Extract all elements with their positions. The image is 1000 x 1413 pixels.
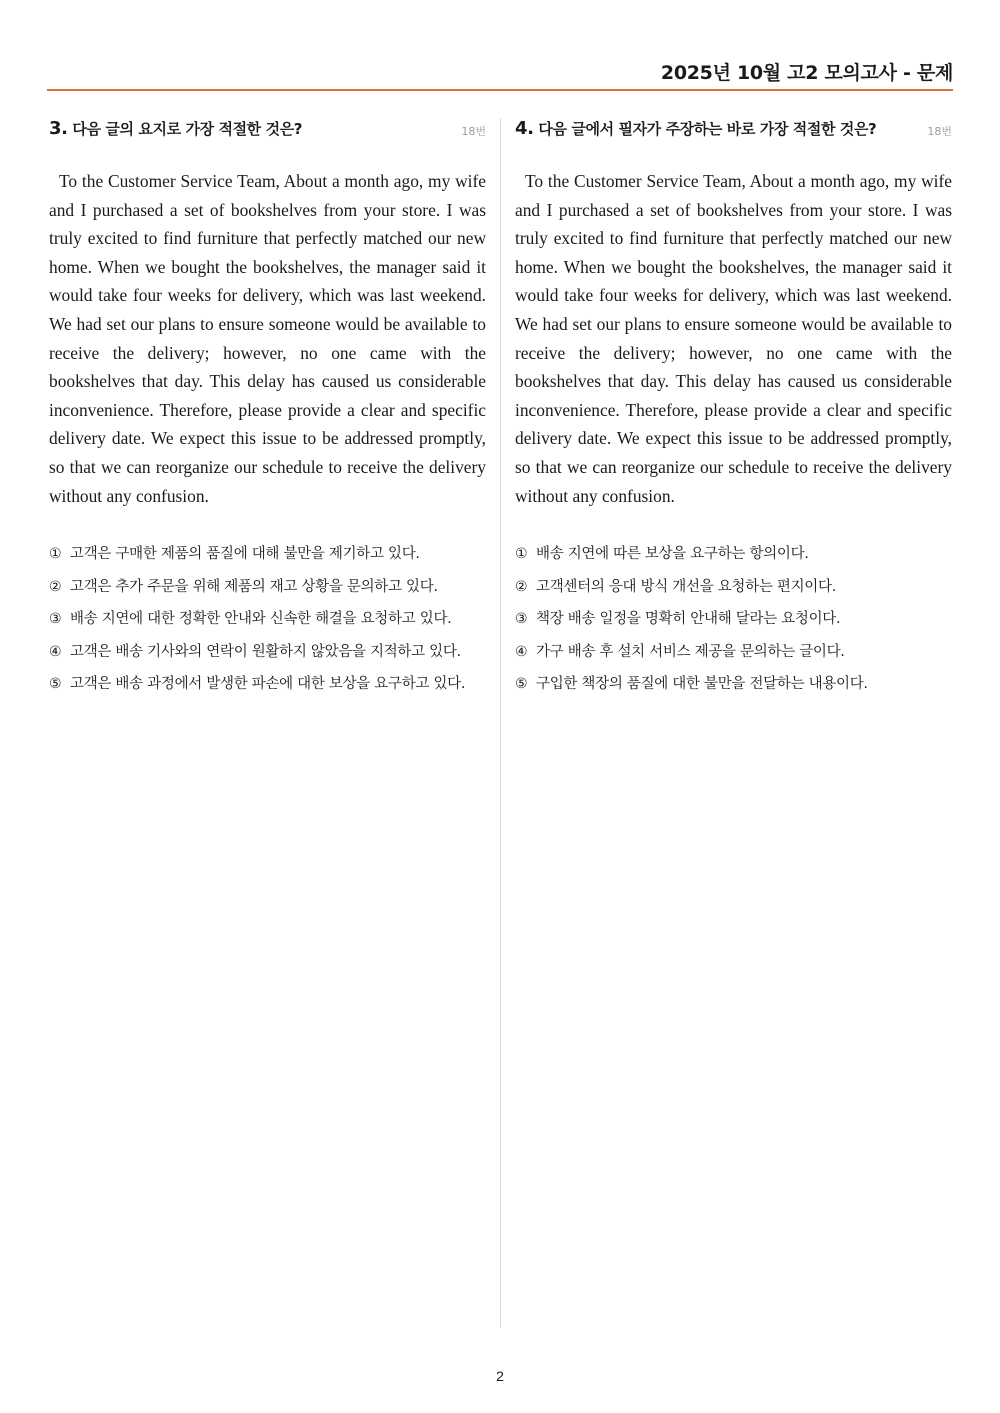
answer-option[interactable] bbox=[49, 603, 486, 636]
option-text: 고객은 추가 주문을 위해 제품의 재고 상황을 문의하고 있다. bbox=[70, 578, 438, 595]
option-text: 구입한 책장의 품질에 대한 불만을 전달하는 내용이다. bbox=[536, 676, 868, 693]
answer-option[interactable] bbox=[515, 571, 952, 604]
page-header-title: 2025년 10월 고2 모의고사 - 문제 bbox=[660, 62, 953, 84]
question-score: 18번 bbox=[927, 125, 952, 138]
question-title bbox=[49, 118, 302, 139]
answer-option[interactable] bbox=[515, 603, 952, 636]
question-prompt: 다음 글의 요지로 가장 적절한 것은? bbox=[72, 120, 303, 138]
question-passage: To the Customer Service Team, About a month ago, my wife and I purchased a set of bookshelves from your store. I was truly excited to find furniture that perfectly matched our new home. When we bought the bookshelves, the manager said it would take four weeks for delivery, which was last weekend. We had set our plans to ensure someone would be available to receive the delivery; however, no one came with the bookshelves that day. This delay has caused us considerable inconvenience. Therefore, please provide a clear and specific delivery date. We expect this issue to be addressed promptly, so that we can reorganize our schedule to receive the delivery without any confusion. bbox=[49, 171, 486, 506]
answer-option[interactable] bbox=[515, 636, 952, 669]
question-prompt: 다음 글에서 필자가 주장하는 바로 가장 적절한 것은? bbox=[538, 120, 877, 138]
question-number: 4. bbox=[515, 118, 534, 139]
option-mark: ① bbox=[515, 546, 528, 563]
option-mark: ② bbox=[515, 578, 528, 595]
option-mark: ② bbox=[49, 578, 62, 595]
column-divider bbox=[500, 118, 501, 1328]
question-header bbox=[515, 118, 952, 148]
option-mark: ⑤ bbox=[49, 676, 62, 693]
question-3 bbox=[49, 118, 486, 701]
option-text: 책장 배송 일정을 명확히 안내해 달라는 요청이다. bbox=[536, 611, 841, 628]
option-text: 고객은 배송 과정에서 발생한 파손에 대한 보상을 요구하고 있다. bbox=[70, 676, 466, 693]
question-4 bbox=[515, 118, 952, 701]
question-score: 18번 bbox=[461, 125, 486, 138]
answer-option[interactable] bbox=[49, 538, 486, 571]
answer-option[interactable] bbox=[49, 636, 486, 669]
answer-option[interactable] bbox=[515, 668, 952, 701]
option-mark: ③ bbox=[515, 611, 528, 628]
option-text: 배송 지연에 따른 보상을 요구하는 항의이다. bbox=[536, 546, 809, 563]
answer-options bbox=[49, 538, 486, 701]
option-mark: ③ bbox=[49, 611, 62, 628]
option-text: 고객센터의 응대 방식 개선을 요청하는 편지이다. bbox=[536, 578, 836, 595]
question-header bbox=[49, 118, 486, 148]
answer-options bbox=[515, 538, 952, 701]
option-text: 가구 배송 후 설치 서비스 제공을 문의하는 글이다. bbox=[536, 643, 845, 660]
option-mark: ⑤ bbox=[515, 676, 528, 693]
header-divider bbox=[47, 89, 953, 91]
question-number: 3. bbox=[49, 118, 68, 139]
question-title bbox=[515, 118, 876, 139]
page-number: 2 bbox=[496, 1368, 504, 1384]
question-passage: To the Customer Service Team, About a month ago, my wife and I purchased a set of bookshelves from your store. I was truly excited to find furniture that perfectly matched our new home. When we bought the bookshelves, the manager said it would take four weeks for delivery, which was last weekend. We had set our plans to ensure someone would be available to receive the delivery; however, no one came with the bookshelves that day. This delay has caused us considerable inconvenience. Therefore, please provide a clear and specific delivery date. We expect this issue to be addressed promptly, so that we can reorganize our schedule to receive the delivery without any confusion. bbox=[515, 171, 952, 506]
option-mark: ④ bbox=[49, 643, 62, 660]
option-mark: ① bbox=[49, 546, 62, 563]
answer-option[interactable] bbox=[515, 538, 952, 571]
option-text: 고객은 배송 기사와의 연락이 원활하지 않았음을 지적하고 있다. bbox=[70, 643, 461, 660]
option-text: 고객은 구매한 제품의 품질에 대해 불만을 제기하고 있다. bbox=[70, 546, 420, 563]
option-text: 배송 지연에 대한 정확한 안내와 신속한 해결을 요청하고 있다. bbox=[70, 611, 452, 628]
answer-option[interactable] bbox=[49, 668, 486, 701]
option-mark: ④ bbox=[515, 643, 528, 660]
answer-option[interactable] bbox=[49, 571, 486, 604]
